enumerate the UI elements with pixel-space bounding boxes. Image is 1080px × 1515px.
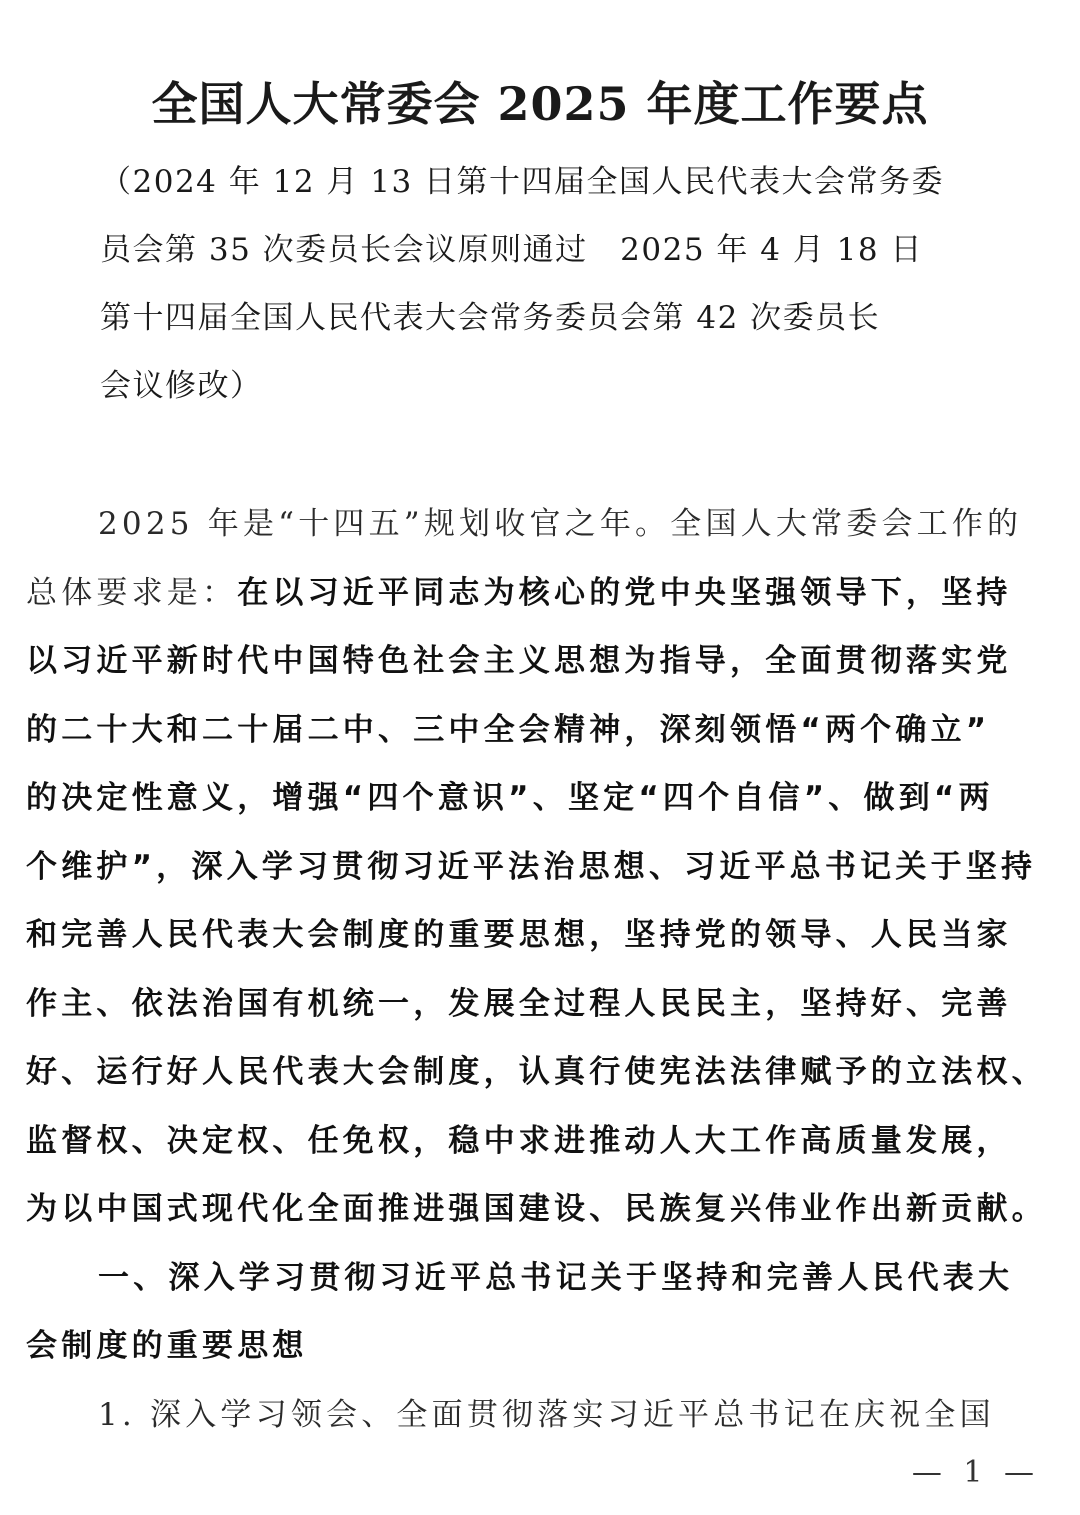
section-heading-line: 会制度的重要思想 (26, 1328, 308, 1364)
paragraph-line: 个维护”，深入学习贯彻习近平法治思想、习近平总书记关于坚持 (26, 848, 1037, 885)
paragraph-line: 以习近平新时代中国特色社会主义思想为指导，全面贯彻落实党 (26, 643, 1012, 679)
document-title: 全国人大常委会 2025 年度工作要点 (151, 77, 929, 131)
document-subtitle (100, 148, 990, 420)
section-heading-line: 一、深入学习贯彻习近平总书记关于坚持和完善人民代表大 (98, 1259, 1014, 1296)
paragraph-line: 的二十大和二十届二中、三中全会精神，深刻领悟“两个确立” (26, 711, 991, 748)
paragraph-bold-text: 在以习近平同志为核心的党中央坚强领导下，坚持 (237, 574, 1012, 611)
paragraph-line: 2025 年是“十四五”规划收官之年。全国人大常委会工作的 (98, 506, 1023, 542)
paragraph-line: 好、运行好人民代表大会制度，认真行使宪法法律赋予的立法权、 (26, 1054, 1047, 1090)
subtitle-line: 会议修改） (100, 368, 263, 404)
subtitle-line: （2024 年 12 月 13 日第十四届全国人民代表大会常务委 (100, 164, 945, 200)
paragraph-line: 的决定性意义，增强“四个意识”、坚定“四个自信”、做到“两 (26, 780, 994, 816)
list-item-line: 1. 深入学习领会、全面贯彻落实习近平总书记在庆祝全国 (98, 1396, 995, 1433)
paragraph-line: 作主、依法治国有机统一，发展全过程人民民主，坚持好、完善 (26, 985, 1012, 1022)
page-number: — 1 — (911, 1455, 1040, 1490)
paragraph-line: 为以中国式现代化全面推进强国建设、民族复兴伟业作出新贡献。 (26, 1191, 1047, 1227)
subtitle-line: 第十四届全国人民代表大会常务委员会第 42 次委员长 (100, 300, 881, 336)
paragraph-line: 监督权、决定权、任免权，稳中求进推动人大工作高质量发展， (26, 1122, 1012, 1159)
paragraph-line: 和完善人民代表大会制度的重要思想，坚持党的领导、人民当家 (26, 917, 1012, 953)
document-body (26, 490, 1056, 1449)
paragraph-line (26, 559, 1056, 628)
paragraph-plain-text: 总体要求是： (26, 574, 238, 611)
subtitle-line: 员会第 35 次委员长会议原则通过 2025 年 4 月 18 日 (100, 232, 923, 268)
